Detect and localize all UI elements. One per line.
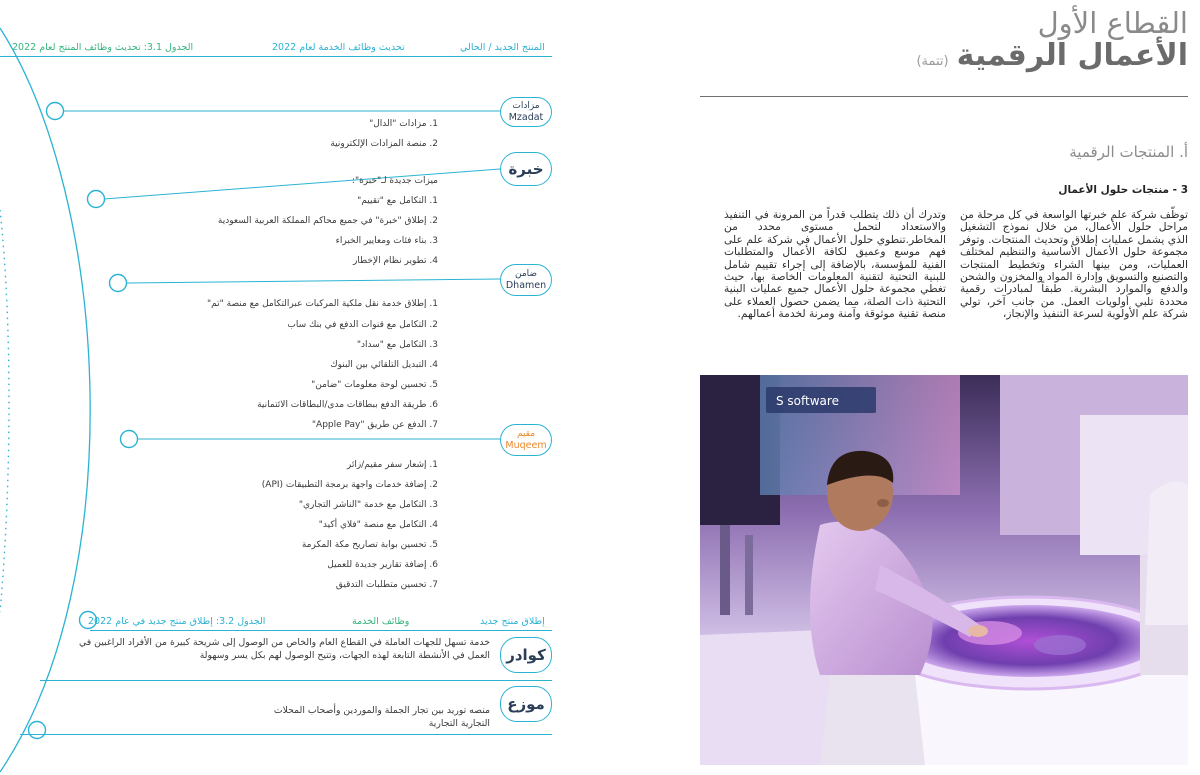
list-item: 3. بناء فئات ومعايير الخبراء	[335, 236, 438, 246]
list-item: 2. التكامل مع قنوات الدفع في بنك ساب	[287, 320, 438, 330]
table1-caption: الجدول 3.1: تحديث وظائف المنتج لعام 2022	[12, 42, 194, 53]
dhamen-badge	[500, 264, 552, 296]
list-item: 6. طريقة الدفع ببطاقات مدى/البطاقات الائتمانية	[257, 400, 438, 410]
mzadat-badge	[500, 97, 552, 127]
table1-col-features: تحديث وظائف الخدمة لعام 2022	[272, 42, 405, 53]
mozaa-description: منصه توريد بين تجار الجملة والموردين وأصحاب المحلات التجارية التجارية	[273, 705, 490, 729]
list-item: 5. تحسين بوابة تصاريح مكة المكرمة	[301, 540, 438, 550]
list-item: 4. التكامل مع منصة "فلاي أكيد"	[318, 520, 438, 530]
kawader-description: خدمة تسهل للجهات العاملة في القطاع العام والخاص من الوصول إلى شريحة كبيرة من الأفراد الراغبين في العمل في الأنشطة التابعة لهذه الجهات، وتتيح الوصول لهم بكل يسر وسهولة	[79, 637, 490, 661]
kawader-name: كوادر	[506, 646, 546, 664]
table1-header-rule	[0, 56, 552, 57]
list-item: 4. التبديل التلقائي بين البنوك	[330, 360, 438, 370]
list-item: 1. إشعار سفر مقيم/زائر	[346, 460, 438, 470]
list-item: 1. مزادات "الدال"	[369, 119, 438, 129]
list-item: 2. إضافة خدمات واجهة برمجة التطبيقات (API)	[261, 480, 438, 490]
page-title-continued: (تتمة)	[916, 54, 949, 69]
mzadat-name-en: Mzadat	[508, 111, 544, 123]
page-title	[916, 38, 1188, 73]
khebra-badge	[500, 152, 552, 186]
list-item: 7. الدفع عن طريق "Apple Pay"	[311, 420, 438, 430]
table2-col-features: وظائف الخدمة	[352, 616, 410, 627]
list-item: 2. منصة المزادات الإلكترونية	[330, 139, 438, 149]
sector-title: القطاع الأول	[1037, 6, 1188, 40]
list-item: 1. إطلاق خدمة نقل ملكية المركبات عبرالتكامل مع منصة "تم"	[206, 299, 438, 309]
subsection-heading: أ. المنتجات الرقمية	[1069, 143, 1188, 161]
photo-sign-text: S software	[776, 394, 839, 408]
list-item: 1. التكامل مع "تقييم"	[357, 196, 438, 206]
dhamen-name-ar: ضامن	[514, 268, 538, 279]
list-item: 2. إطلاق "خبرة" في جميع محاكم المملكة العربية السعودية	[217, 216, 438, 226]
muqeem-badge	[500, 424, 552, 456]
table2-col-product: إطلاق منتج جديد	[480, 616, 545, 627]
exhibition-photo	[700, 375, 1188, 765]
table2-row-rule	[40, 680, 552, 681]
mozaa-name: موزع	[507, 695, 545, 713]
list-item: 3. التكامل مع "سداد"	[356, 340, 438, 350]
muqeem-name-en: Muqeem	[505, 439, 547, 451]
list-item: 5. تحسين لوحة معلومات "ضامن"	[311, 380, 438, 390]
title-divider	[700, 96, 1188, 97]
list-item: 6. إضافة تقارير جديدة للعميل	[327, 560, 438, 570]
list-item: 3. التكامل مع خدمة "الناشر التجاري"	[298, 500, 438, 510]
body-column-right: توظّف شركة علم خبرتها الواسعة في كل مرحلة من مراحل حلول الأعمال، من خلال نموذج التشغيل الذي يشمل عمليات إطلاق وتحديث المنتجات. وتوفر مجموعة حلول الأعمال الأساسية والتنظيم لمختلف العمليات، ومن بينها الشراء وتخطيط المنتجات والتصنيع والتسويق وإدارة المواد والمخزون والشحن والدفع والموارد البشرية. طبقاً لمبادرات رقمية محددة تلبي أولويات العمل. من جانب آخر، تولي شركة علم الأولوية لسرعة التنفيذ والإنجاز،	[960, 208, 1188, 321]
section-heading: 3 - منتجات حلول الأعمال	[1058, 184, 1188, 196]
mozaa-badge	[500, 686, 552, 722]
khebra-name: خبرة	[508, 160, 544, 178]
table2-header-rule	[90, 630, 552, 631]
list-item: 7. تحسين متطلبات التدقيق	[335, 580, 438, 590]
muqeem-name-ar: مقيم	[516, 428, 536, 439]
table2-bottom-rule	[20, 734, 552, 735]
mzadat-name-ar: مزادات	[512, 100, 540, 111]
page-title-text: الأعمال الرقمية	[956, 38, 1188, 73]
kawader-badge	[500, 637, 552, 673]
list-item: 4. تطوير نظام الإخطار	[352, 256, 438, 266]
table2-caption: الجدول 3.2: إطلاق منتج جديد في عام 2022	[88, 616, 266, 627]
khebra-intro: ميزات جديدة لـ"خبرة":	[351, 176, 438, 186]
table1-col-product: المنتج الجديد / الحالي	[460, 42, 545, 53]
body-column-left: وتدرك أن ذلك يتطلب قدراً من المرونة في التنفيذ والاستعداد لتحمل مستوى محدد من المخاطر.تنطوي حلول الأعمال في شركة علم على فهم موسع وعميق لكافة الأعمال والمتطلبات الفنية للمؤسسة، بالإضافة إلى إجراء تقييم شامل للبنية التحتية لتقنية المعلومات الخاصة بها، حيث تغطي مجموعة حلول الأعمال جميع عمليات البنية التحتية ذات الصلة، مما يضمن حصول العملاء على منصة تقنية موثوقة وآمنة ومرنة لخدمة أعمالهم.	[724, 208, 946, 321]
dhamen-name-en: Dhamen	[505, 279, 547, 291]
